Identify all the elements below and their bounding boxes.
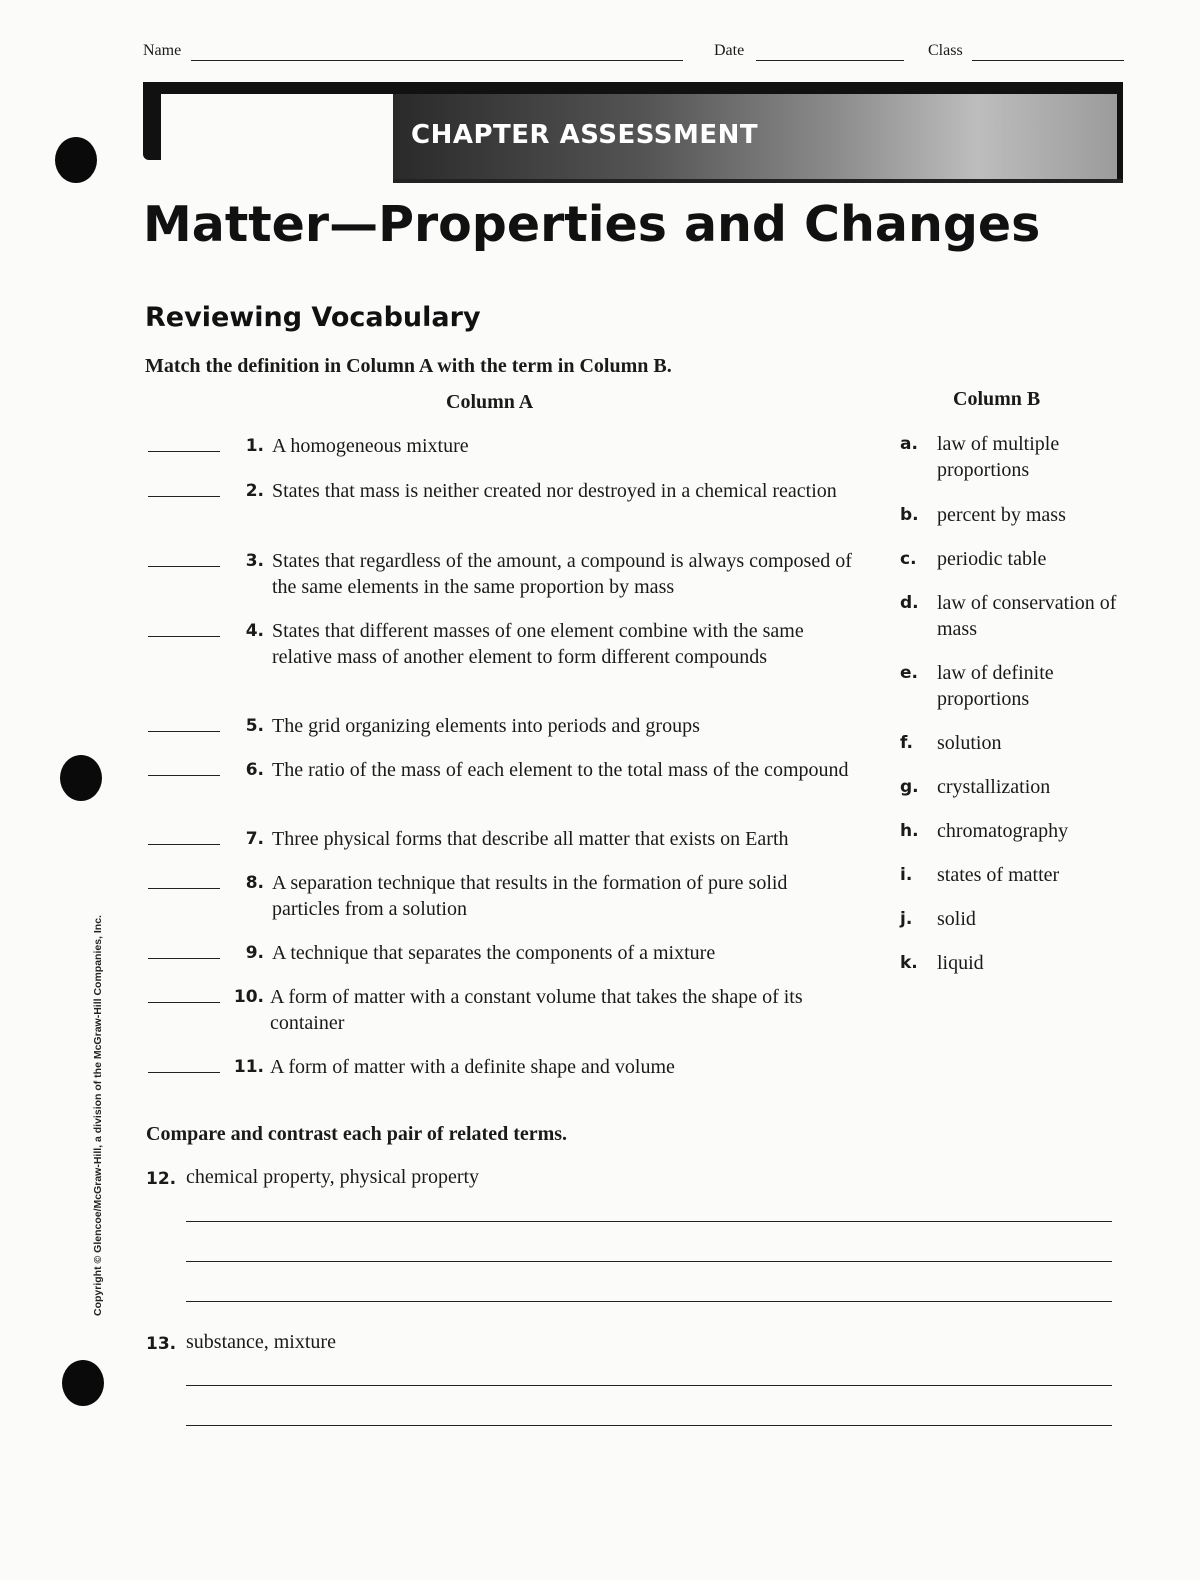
question-text: The grid organizing elements into periods and groups: [272, 715, 700, 737]
answer-line[interactable]: [186, 1385, 1112, 1386]
answer-blank[interactable]: [148, 1072, 220, 1073]
term-text: crystallization: [937, 776, 1051, 798]
banner-top-rule: [143, 82, 1123, 94]
answer-line[interactable]: [186, 1221, 1112, 1222]
question-text: A form of matter with a definite shape and volume: [270, 1056, 675, 1078]
term-text: solid: [937, 908, 976, 930]
term-text: periodic table: [937, 548, 1047, 570]
banner-label: CHAPTER ASSESSMENT: [411, 120, 759, 150]
compare-instruction: Compare and contrast each pair of related terms.: [146, 1123, 568, 1145]
question-number: 7.: [245, 829, 264, 849]
term-letter: e.: [900, 663, 918, 683]
question-text: The ratio of the mass of each element to the total mass of the compound: [272, 759, 849, 781]
date-field[interactable]: [756, 60, 904, 61]
name-field[interactable]: [191, 60, 683, 61]
copyright-notice: Copyright © Glencoe/McGraw-Hill, a division of the McGraw-Hill Companies, Inc.: [92, 915, 104, 1316]
question-number: 3.: [245, 551, 264, 571]
term-letter: i.: [900, 865, 913, 885]
banner-bottom-rule: [393, 179, 1123, 183]
term-text: liquid: [937, 952, 984, 974]
student-info-header: [143, 42, 1128, 66]
answer-blank[interactable]: [148, 451, 220, 452]
binder-hole-top: [55, 137, 97, 183]
question-number: 2.: [245, 481, 264, 501]
compare-terms: chemical property, physical property: [186, 1166, 480, 1188]
answer-blank[interactable]: [148, 1002, 220, 1003]
answer-blank[interactable]: [148, 566, 220, 567]
question-number: 9.: [245, 943, 264, 963]
question-number: 12.: [146, 1169, 177, 1189]
question-number: 10.: [233, 987, 264, 1007]
binder-hole-middle: [60, 755, 102, 801]
answer-line[interactable]: [186, 1425, 1112, 1426]
class-label: Class: [928, 42, 963, 59]
answer-blank[interactable]: [148, 636, 220, 637]
binder-hole-bottom: [62, 1360, 104, 1406]
compare-terms: substance, mixture: [186, 1331, 336, 1353]
page-title: Matter—Properties and Changes: [143, 196, 1041, 253]
answer-blank[interactable]: [148, 958, 220, 959]
answer-line[interactable]: [186, 1301, 1112, 1302]
term-text: chromatography: [937, 820, 1069, 842]
chapter-assessment-banner: [143, 82, 1123, 183]
question-number: 11.: [233, 1057, 264, 1077]
question-text: A form of matter with a constant volume that takes the shape of its container: [270, 986, 803, 1034]
question-text: A technique that separates the components of a mixture: [272, 942, 716, 964]
answer-blank[interactable]: [148, 731, 220, 732]
banner-right-edge: [1117, 82, 1123, 183]
banner-left-bracket: [143, 82, 161, 160]
question-number: 5.: [245, 716, 264, 736]
term-text: states of matter: [937, 864, 1060, 886]
question-text: States that mass is neither created nor destroyed in a chemical reaction: [272, 480, 837, 502]
section-heading-vocabulary: Reviewing Vocabulary: [145, 302, 481, 333]
term-letter: g.: [900, 777, 919, 797]
question-text: Three physical forms that describe all matter that exists on Earth: [272, 828, 789, 850]
term-letter: c.: [900, 549, 917, 569]
name-label: Name: [143, 42, 182, 59]
question-text: States that regardless of the amount, a compound is always composed of the same elements in the same proportion by mass: [272, 550, 852, 598]
answer-blank[interactable]: [148, 844, 220, 845]
date-label: Date: [714, 42, 745, 59]
column-b-heading: Column B: [953, 388, 1041, 410]
class-field[interactable]: [972, 60, 1124, 61]
matching-instruction: Match the definition in Column A with the term in Column B.: [145, 355, 672, 377]
term-text: law of multiple proportions: [937, 433, 1060, 481]
answer-blank[interactable]: [148, 496, 220, 497]
term-text: solution: [937, 732, 1002, 754]
question-number: 8.: [245, 873, 264, 893]
question-number: 6.: [245, 760, 264, 780]
question-number: 4.: [245, 621, 264, 641]
term-letter: f.: [900, 733, 913, 753]
question-text: A homogeneous mixture: [272, 435, 469, 457]
answer-line[interactable]: [186, 1261, 1112, 1262]
term-text: law of conservation of mass: [937, 592, 1117, 640]
term-letter: h.: [900, 821, 919, 841]
answer-blank[interactable]: [148, 775, 220, 776]
term-letter: d.: [900, 593, 919, 613]
question-number: 1.: [245, 436, 264, 456]
question-text: States that different masses of one element combine with the same relative mass of another element to form different compounds: [272, 620, 804, 668]
question-text: A separation technique that results in the formation of pure solid particles from a solution: [272, 872, 788, 920]
answer-blank[interactable]: [148, 888, 220, 889]
term-text: percent by mass: [937, 504, 1066, 526]
term-text: law of definite proportions: [937, 662, 1054, 710]
column-a-heading: Column A: [446, 391, 534, 413]
question-number: 13.: [146, 1334, 177, 1354]
term-letter: j.: [900, 909, 913, 929]
term-letter: a.: [900, 434, 918, 454]
term-letter: k.: [900, 953, 918, 973]
term-letter: b.: [900, 505, 919, 525]
